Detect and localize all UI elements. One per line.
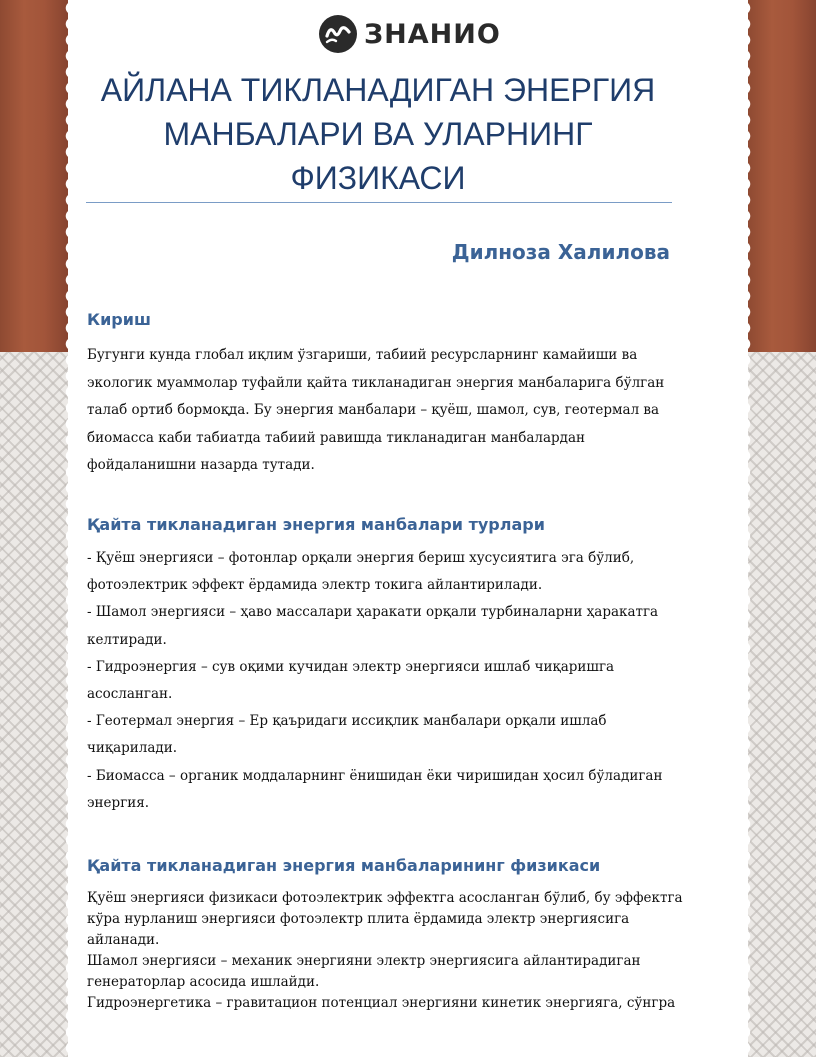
- text-line: талаб ортиб бормоқда. Бу энергия манбалари – қуёш, шамол, сув, геотермал ва: [87, 402, 660, 418]
- title-line: АЙЛАНА ТИКЛАНАДИГАН ЭНЕРГИЯ: [100, 72, 656, 108]
- text-line: - Шамол энергияси – ҳаво массалари ҳаракати орқали турбиналарни ҳаракатга: [87, 604, 659, 621]
- znanio-logo-icon: [318, 14, 358, 54]
- text-line: Шамол энергияси – механик энергияни электр энергиясига айлантирадиган: [87, 953, 641, 969]
- text-line: энергия.: [87, 794, 150, 811]
- text-line: Бугунги кунда глобал иқлим ўзгариши, табиий ресурсларнинг камайиши ва: [87, 347, 638, 363]
- text-line: - Гидроэнергия – сув оқими кучидан электр энергияси ишлаб чиқаришга: [87, 658, 615, 675]
- text-line: чиқарилади.: [87, 740, 178, 757]
- text-line: Қуёш энергияси физикаси фотоэлектрик эффектга асосланган бўлиб, бу эффектга: [87, 890, 683, 906]
- right-border-pattern: [748, 352, 816, 1057]
- text-line: - Биомасса – органик моддаларнинг ёнишидан ёки чиришидан ҳосил бўладиган: [87, 767, 663, 784]
- document-page: [68, 0, 748, 1057]
- right-decorative-border: [748, 0, 816, 1057]
- text-line: экологик муаммолар туфайли қайта тикланадиган энергия манбаларига бўлган: [87, 374, 665, 391]
- section-heading-types: Қайта тикланадиган энергия манбалари турлари: [87, 515, 545, 534]
- text-line: фойдаланишни назарда тутади.: [87, 457, 315, 473]
- document-title: [68, 68, 688, 200]
- text-line: келтиради.: [87, 631, 167, 648]
- title-line: МАНБАЛАРИ ВА УЛАРНИНГ: [163, 116, 593, 152]
- text-line: кўра нурланиш энергияси фотоэлектр плита ёрдамида электр энергиясига: [87, 911, 630, 927]
- right-border-brown-band: [748, 0, 816, 352]
- text-line: - Қуёш энергияси – фотонлар орқали энергия бериш хусусиятига эга бўлиб,: [87, 550, 635, 566]
- title-line: ФИЗИКАСИ: [290, 160, 466, 196]
- text-line: генераторлар асосида ишлайди.: [87, 974, 320, 990]
- text-line: биомасса каби табиатда табиий равишда тикланадиган манбалардан: [87, 429, 586, 446]
- text-line: айланади.: [87, 932, 160, 948]
- logo-brand-text: ЗНАНИО: [364, 18, 501, 50]
- text-line: - Геотермал энергия – Ер қаъридаги иссиқлик манбалари орқали ишлаб: [87, 713, 607, 730]
- section-body-types: [87, 545, 677, 817]
- title-divider: [86, 202, 672, 203]
- text-line: Гидроэнергетика – гравитацион потенциал энергияни кинетик энергияга, сўнгра: [87, 995, 676, 1011]
- section-heading-introduction: Кириш: [87, 310, 151, 329]
- znanio-logo: [318, 14, 501, 54]
- section-body-introduction: [87, 342, 677, 480]
- section-body-physics: [87, 888, 683, 1014]
- text-line: фотоэлектрик эффект ёрдамида электр токига айлантирилади.: [87, 577, 543, 594]
- section-heading-physics: Қайта тикланадиган энергия манбаларининг физикаси: [87, 856, 601, 875]
- author-name: Дилноза Халилова: [451, 240, 670, 264]
- text-line: асосланган.: [87, 686, 173, 703]
